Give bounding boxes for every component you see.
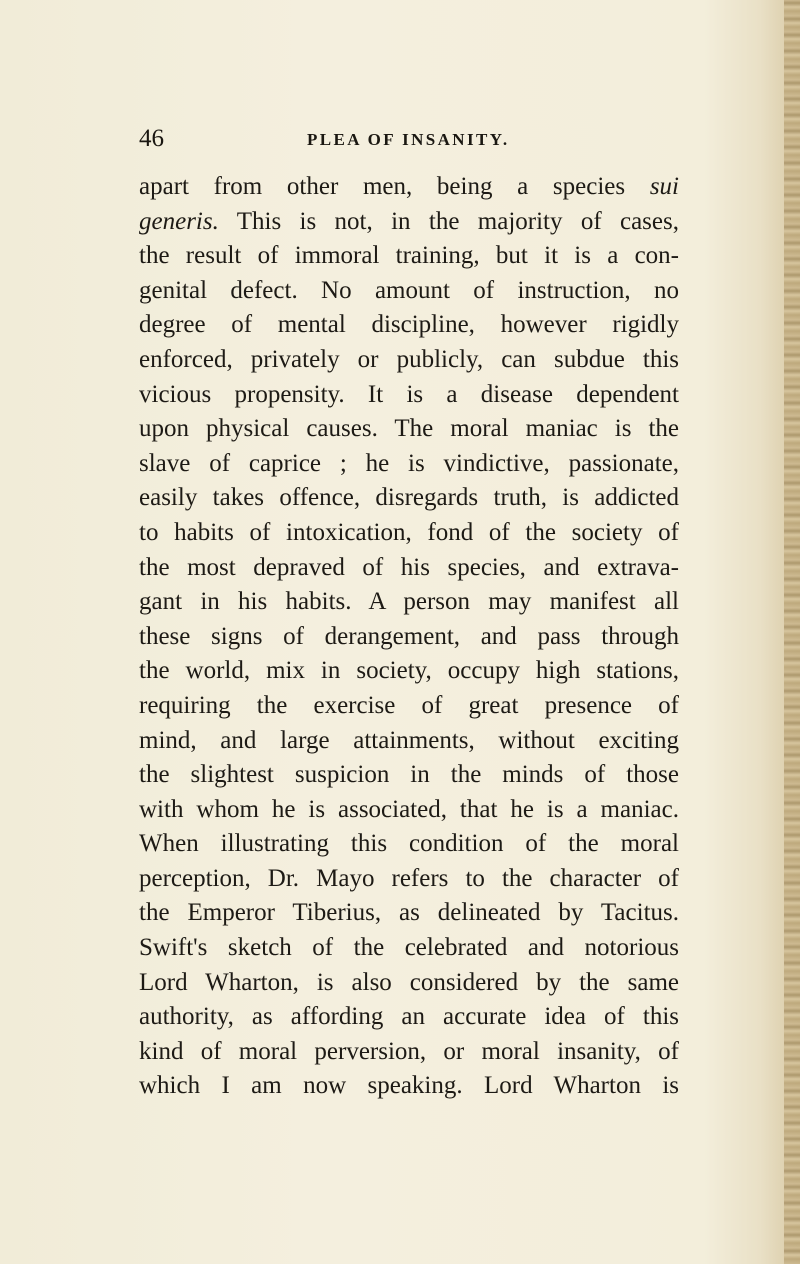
body-text bbox=[139, 170, 679, 1104]
text-line: generis. This is not, in the majority of cases, bbox=[139, 207, 679, 235]
text-line: genital defect. No amount of instruction, no bbox=[139, 276, 679, 304]
text-line: the Emperor Tiberius, as delineated by Tacitus. bbox=[139, 899, 679, 927]
text-line: slave of caprice ; he is vindictive, passionate, bbox=[139, 449, 679, 477]
text-line: mind, and large attainments, without exciting bbox=[139, 726, 679, 754]
text-line: the result of immoral training, but it is a con- bbox=[139, 242, 679, 270]
text-line: apart from other men, being a species sui bbox=[139, 173, 679, 200]
text-line: authority, as affording an accurate idea of this bbox=[139, 1003, 679, 1031]
text-line: easily takes offence, disregards truth, is addicted bbox=[139, 484, 679, 512]
page-number: 46 bbox=[139, 125, 164, 152]
text-line: degree of mental discipline, however rigidly bbox=[139, 311, 679, 339]
text-line: vicious propensity. It is a disease dependent bbox=[139, 380, 679, 408]
text-line: the most depraved of his species, and extrava- bbox=[139, 553, 679, 581]
text-line: kind of moral perversion, or moral insanity, of bbox=[139, 1037, 679, 1065]
text-line: Swift's sketch of the celebrated and notorious bbox=[139, 934, 679, 962]
page-edge bbox=[784, 0, 800, 1264]
text-line: perception, Dr. Mayo refers to the character of bbox=[139, 864, 679, 892]
page-header bbox=[139, 124, 699, 164]
text-line: requiring the exercise of great presence of bbox=[139, 691, 679, 719]
text-line: the slightest suspicion in the minds of those bbox=[139, 761, 679, 789]
text-line: with whom he is associated, that he is a maniac. bbox=[139, 795, 679, 823]
text-line: the world, mix in society, occupy high stations, bbox=[139, 657, 679, 685]
text-line: gant in his habits. A person may manifest all bbox=[139, 588, 679, 616]
text-line: which I am now speaking. Lord Wharton is bbox=[139, 1072, 679, 1100]
text-line: Lord Wharton, is also considered by the same bbox=[139, 968, 679, 996]
running-head: PLEA OF INSANITY. bbox=[307, 130, 510, 149]
text-line: to habits of intoxication, fond of the society of bbox=[139, 518, 679, 546]
text-line: these signs of derangement, and pass through bbox=[139, 622, 679, 650]
text-line: enforced, privately or publicly, can subdue this bbox=[139, 345, 679, 373]
text-line: When illustrating this condition of the moral bbox=[139, 830, 679, 858]
text-line: upon physical causes. The moral maniac is the bbox=[139, 415, 679, 443]
